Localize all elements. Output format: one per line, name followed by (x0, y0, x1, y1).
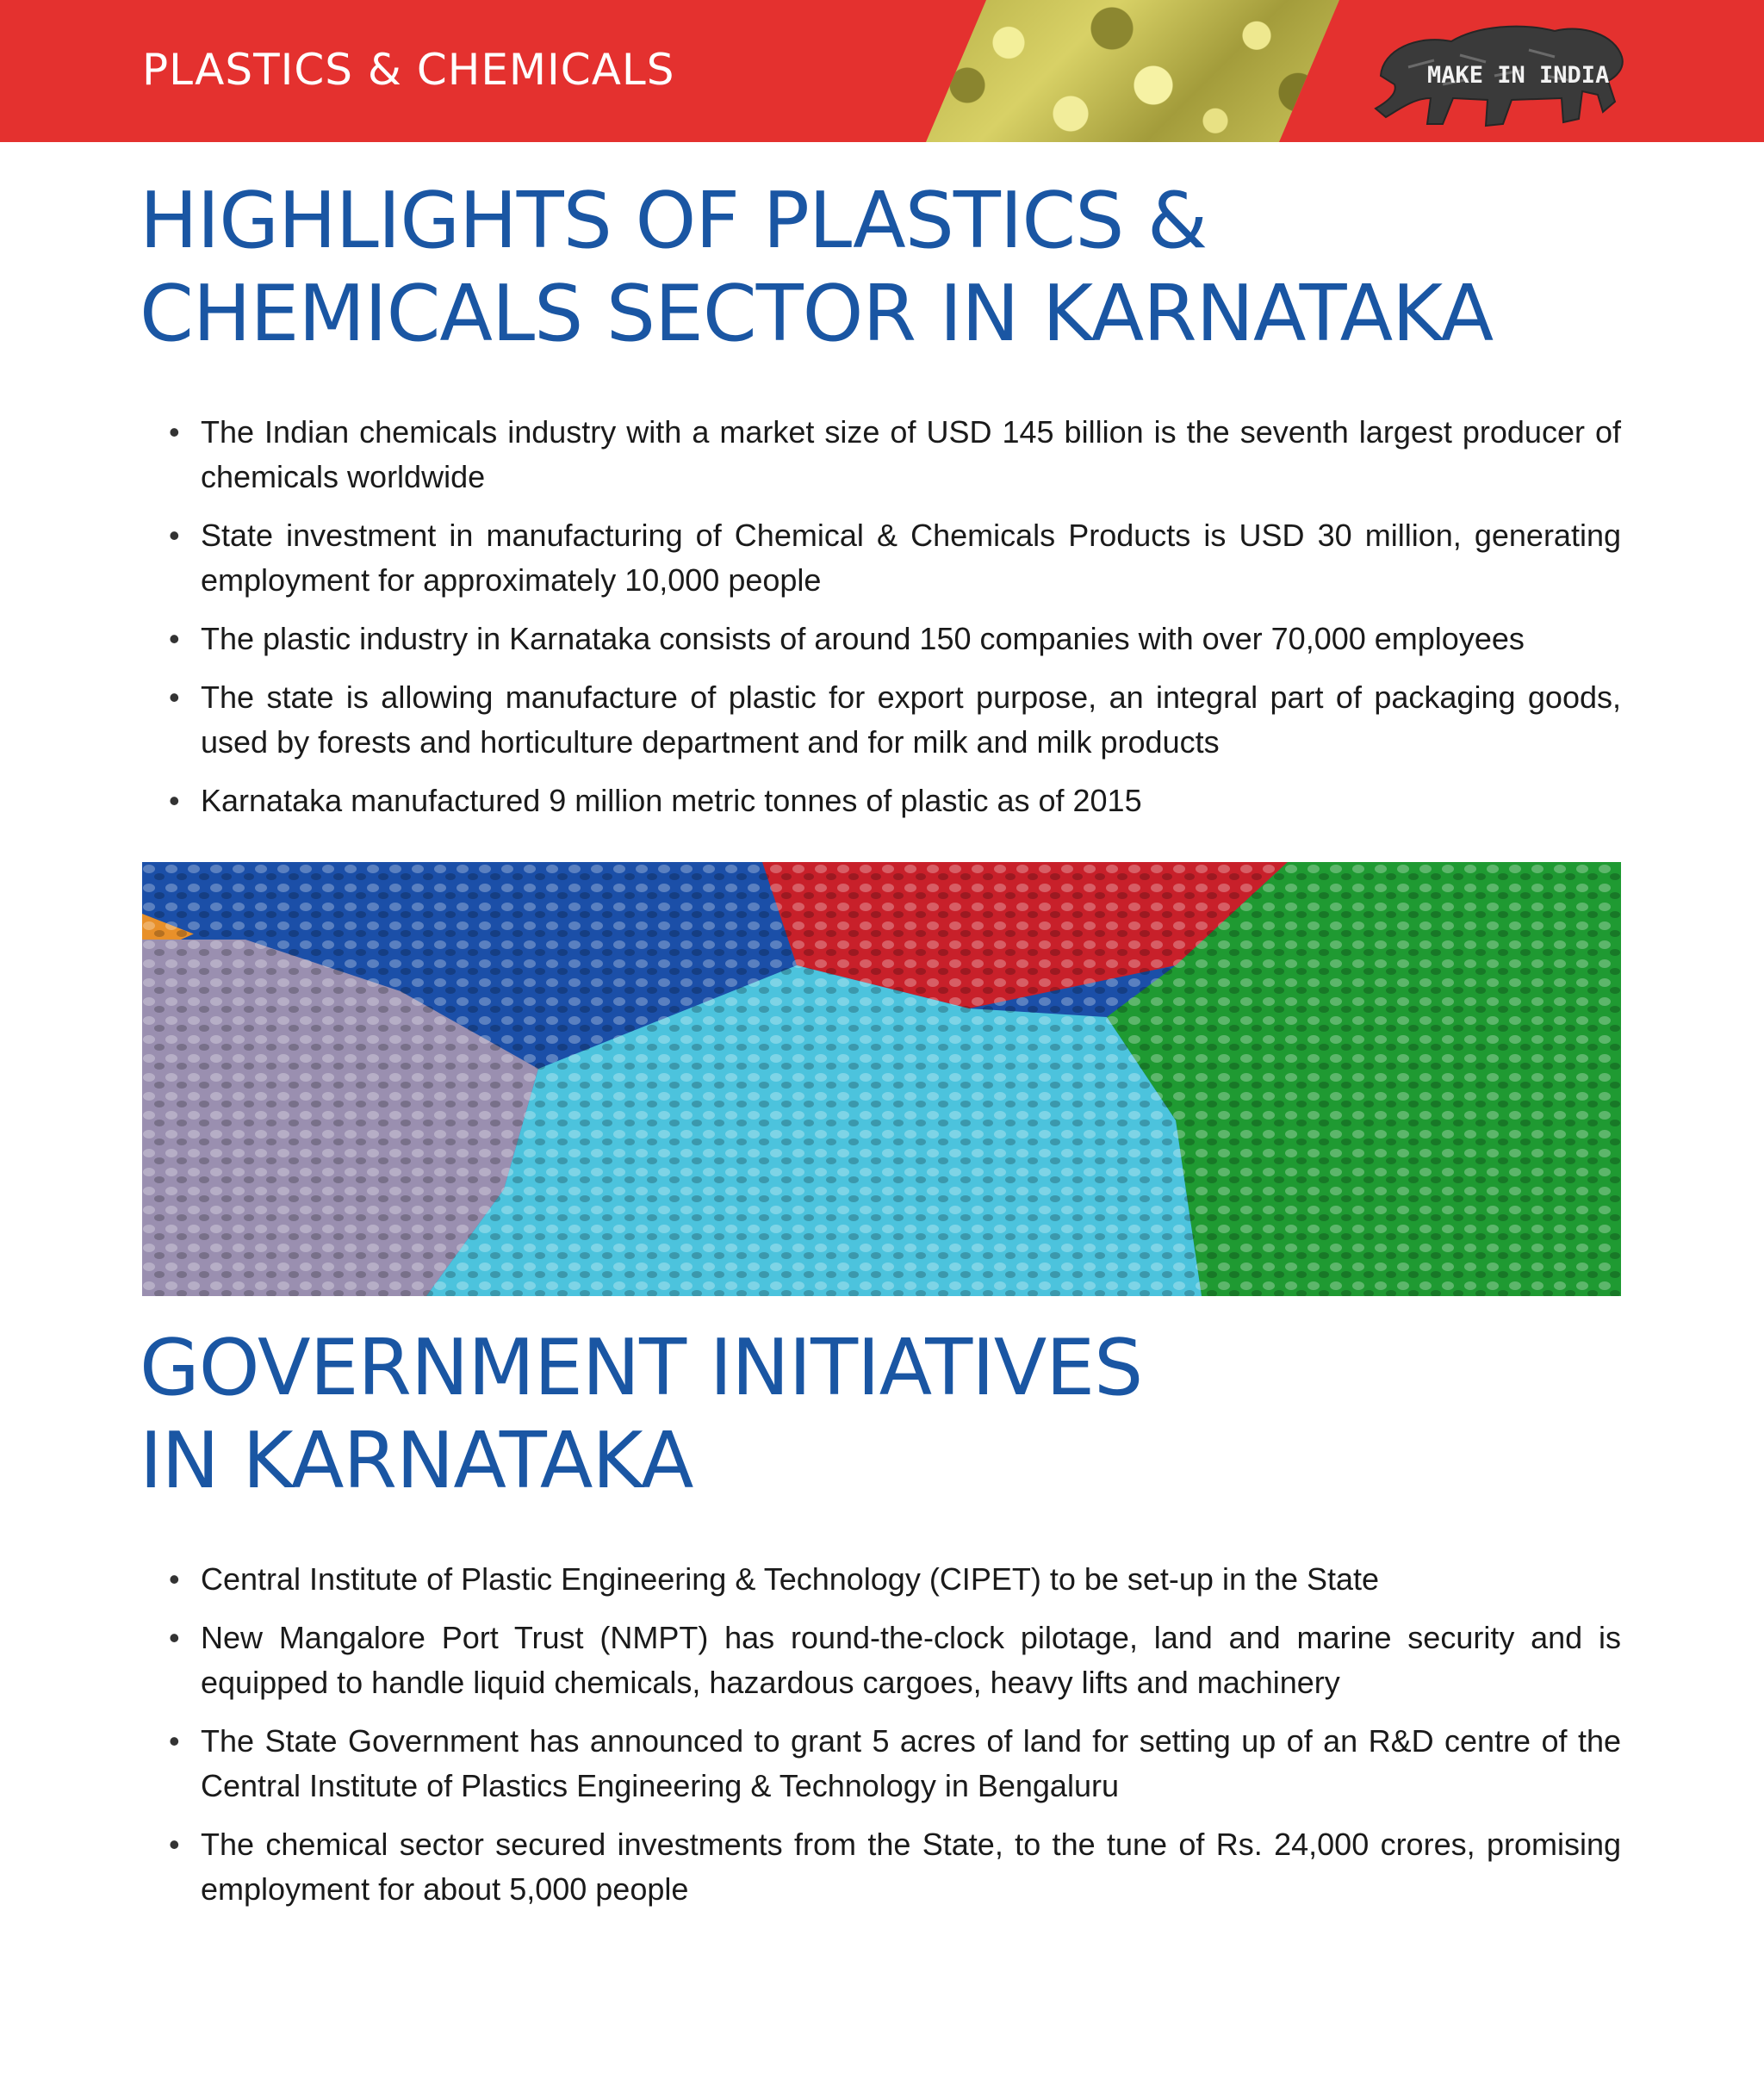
page-header (0, 0, 1764, 142)
heading-line: GOVERNMENT INITIATIVES (140, 1323, 1143, 1413)
list-item: • Central Institute of Plastic Engineering & Technology (CIPET) to be set-up in the State (169, 1557, 1621, 1602)
highlights-list (169, 410, 1621, 837)
heading-line: CHEMICALS SECTOR IN KARNATAKA (140, 269, 1494, 359)
list-item: • The Indian chemicals industry with a market size of USD 145 billion is the seventh largest producer of chemicals worldwide (169, 410, 1621, 499)
logo-text: MAKE IN INDIA (1427, 62, 1610, 89)
section-heading-initiatives (140, 1322, 1142, 1508)
heading-line: IN KARNATAKA (140, 1416, 693, 1506)
heading-line: HIGHLIGHTS OF PLASTICS & (140, 176, 1208, 266)
pellets-illustration (142, 862, 1621, 1296)
list-item: • The state is allowing manufacture of plastic for export purpose, an integral part of packaging goods, used by forests and horticulture department and for milk and milk products (169, 675, 1621, 765)
list-item: • The plastic industry in Karnataka consists of around 150 companies with over 70,000 employees (169, 617, 1621, 661)
section-heading-highlights (140, 175, 1493, 361)
list-item: • Karnataka manufactured 9 million metric tonnes of plastic as of 2015 (169, 779, 1621, 823)
list-item: • State investment in manufacturing of Chemical & Chemicals Products is USD 30 million, generating employment for approximately 10,000 people (169, 513, 1621, 603)
make-in-india-logo (1357, 16, 1632, 136)
header-title: PLASTICS & CHEMICALS (142, 45, 675, 95)
list-item: • The State Government has announced to grant 5 acres of land for setting up of an R&D centre of the Central Institute of Plastics Engineering & Technology in Bengaluru (169, 1719, 1621, 1809)
list-item: • New Mangalore Port Trust (NMPT) has round-the-clock pilotage, land and marine security and is equipped to handle liquid chemicals, hazardous cargoes, heavy lifts and machinery (169, 1616, 1621, 1705)
list-item: • The chemical sector secured investments from the State, to the tune of Rs. 24,000 crores, promising employment for about 5,000 people (169, 1822, 1621, 1912)
plastic-pellets-photo (142, 862, 1621, 1296)
header-photo (926, 0, 1339, 142)
initiatives-list (169, 1557, 1621, 1926)
